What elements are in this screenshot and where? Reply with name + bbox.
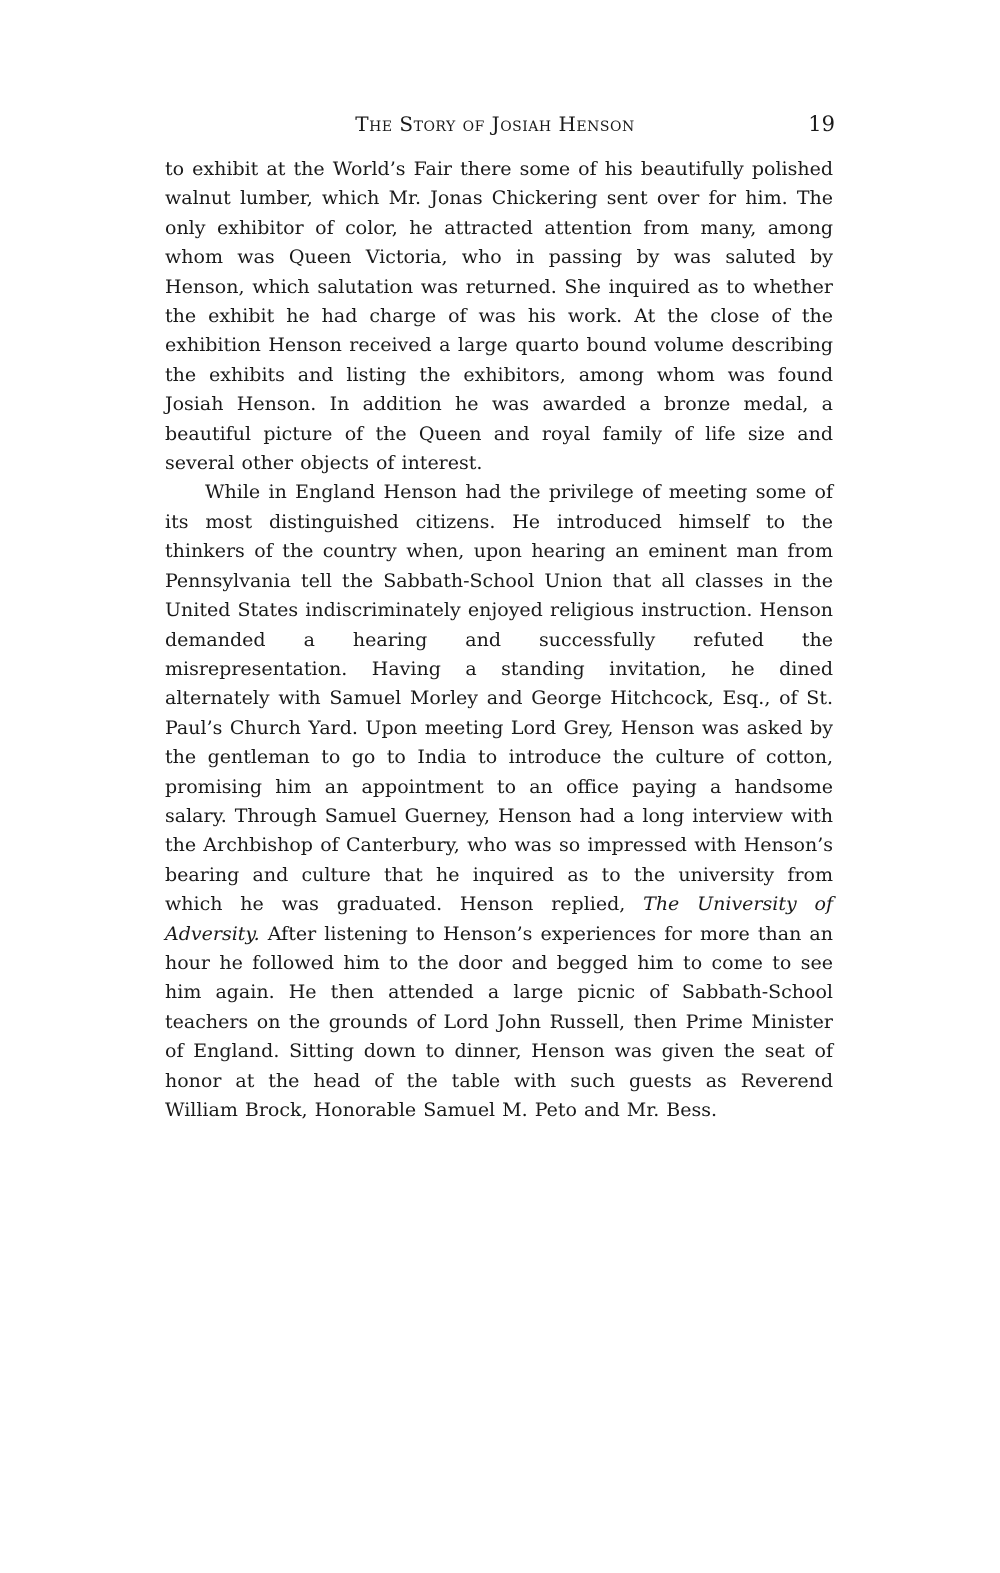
paragraph-england-visit: [165, 478, 833, 1125]
paragraph-worlds-fair: to exhibit at the World’s Fair there some of his beautifully polished walnut lumber, which Mr. Jonas Chickering sent over for him. The only exhibitor of color, he attracted attention from many, among whom was Queen Victoria, who in passing by was saluted by Henson, which salutation was returned. She inquired as to whether the exhibit he had charge of was his work. At the close of the exhibition Henson received a large quarto bound volume describing the exhibits and listing the exhibitors, among whom was found Josiah Henson. In addition he was awarded a bronze medal, a beautiful picture of the Queen and royal family of life size and several other objects of interest.: [165, 158, 833, 475]
page-number: 19: [808, 112, 835, 136]
paragraph-text-after-italic: After listening to Henson’s experiences for more than an hour he followed him to the door and begged him to come to see him again. He then attended a large picnic of Sabbath-School teachers on the grounds of Lord John Russell, then Prime Minister of England. Sitting down to dinner, Henson was given the seat of honor at the head of the table with such guests as Reverend William Brock, Honorable Samuel M. Peto and Mr. Bess.: [165, 922, 833, 1121]
paragraph-text-before-italic: While in England Henson had the privilege of meeting some of its most distinguished citizens. He introduced himself to the thinkers of the country when, upon hearing an eminent man from Pennsylvania tell the Sabbath-School Union that all classes in the United States indiscriminately enjoyed religious instruction. Henson demanded a hearing and successfully refuted the misrepresentation. Having a standing invitation, he dined alternately with Samuel Morley and George Hitchcock, Esq., of St. Paul’s Church Yard. Upon meeting Lord Grey, Henson was asked by the gentleman to go to India to introduce the culture of cotton, promising him an appointment to an office paying a handsome salary. Through Samuel Guerney, Henson had a long interview with the Archbishop of Canterbury, who was so impressed with Henson’s bearing and culture that he inquired as to the university from which he was graduated. Henson replied,: [165, 481, 833, 916]
italic-phrase: The University of Adversity.: [165, 893, 833, 945]
running-title: The Story of Josiah Henson: [355, 112, 635, 136]
running-head: [165, 108, 835, 140]
body-text: [165, 155, 833, 1125]
